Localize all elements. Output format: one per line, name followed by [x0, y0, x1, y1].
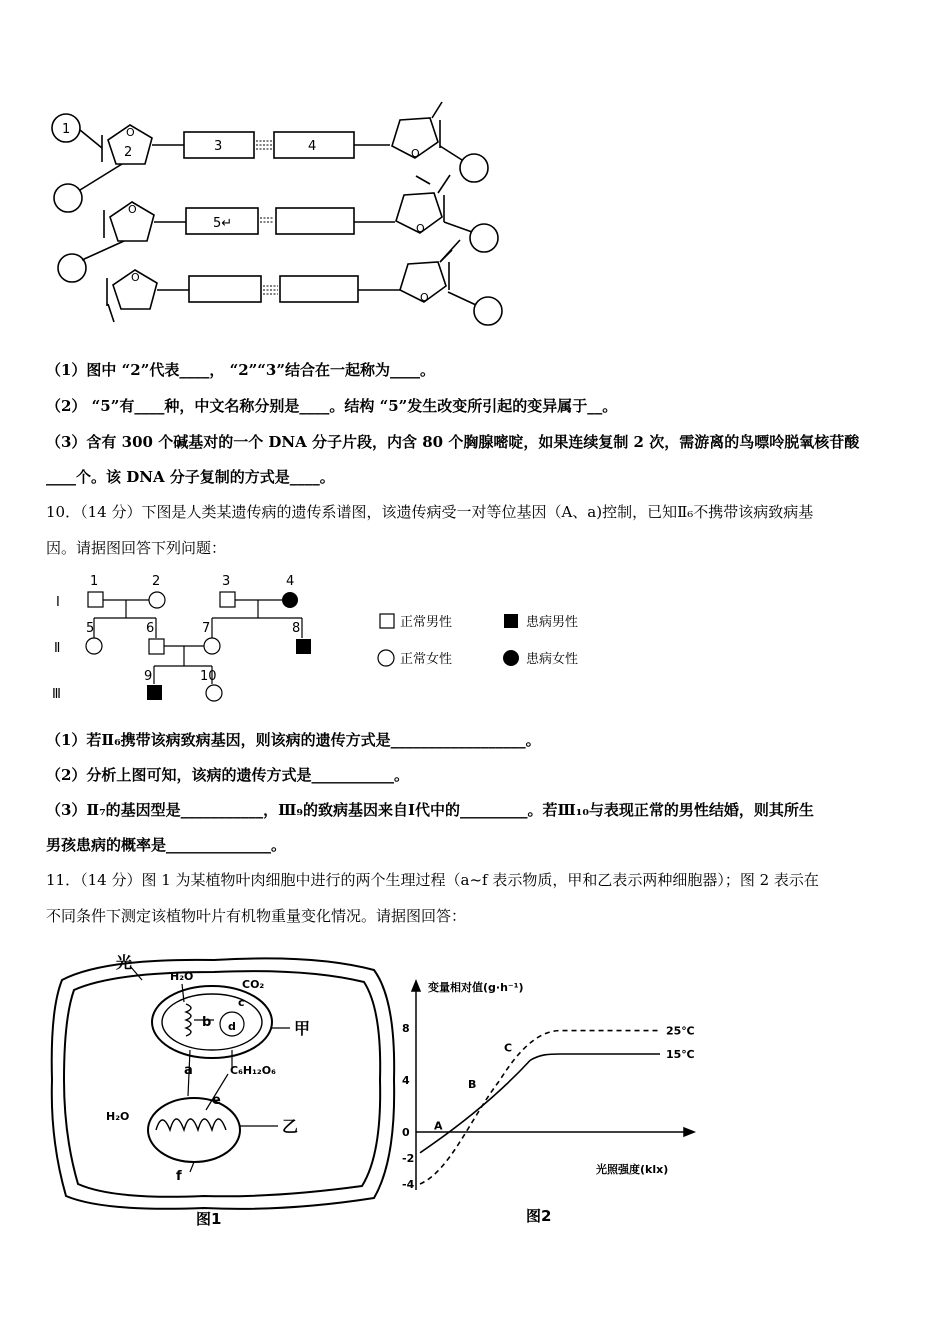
q9-part2: （2） “5”有____种，中文名称分别是____。结构 “5”发生改变所引起的变异属于__。	[46, 397, 618, 415]
y-tick-label: -4	[402, 1178, 415, 1191]
normal-female-II7	[204, 638, 220, 654]
q10-part3: （3）Ⅱ₇的基因型是___________，Ⅲ₉的致病基因来自Ⅰ代中的_________。若Ⅲ₁₀与表现正常的男性结婚，则其所生	[46, 801, 814, 819]
q10-intro-line2: 因。请据图回答下列问题：	[46, 539, 227, 557]
series-label: 15℃	[666, 1048, 695, 1061]
label-c: c	[238, 996, 245, 1009]
label-2: 2	[124, 145, 133, 160]
normal-male-I3	[220, 592, 235, 607]
individual-label: 9	[144, 669, 153, 684]
affected-male-III9	[147, 685, 162, 700]
cell-figure	[44, 940, 404, 1230]
y-tick-label: 8	[402, 1022, 410, 1035]
legend-affected-female-icon	[503, 650, 519, 666]
ring-oxygen: O	[128, 203, 137, 216]
individual-label: 5	[86, 621, 95, 636]
label-jia: 甲	[294, 1019, 311, 1038]
legend-affected-male: 患病男性	[526, 615, 579, 630]
ring-oxygen: O	[126, 126, 135, 139]
label-f: f	[176, 1169, 182, 1184]
point-label: A	[434, 1119, 443, 1133]
point-label: C	[504, 1041, 513, 1055]
normal-male-II6	[149, 639, 164, 654]
individual-label: 8	[292, 621, 301, 636]
q10-intro-line1: 10．（14 分）下图是人类某遗传病的遗传系谱图，该遗传病受一对等位基因（A、a)控制，已知Ⅱ₆不携带该病致病基	[46, 503, 814, 521]
q11-intro-line2: 不同条件下测定该植物叶片有机物重量变化情况。请据图回答：	[46, 907, 467, 925]
fig1-caption: 图1	[196, 1210, 222, 1228]
phosphate-circle	[460, 154, 488, 182]
affected-male-II8	[296, 639, 311, 654]
label-h2o-left: H₂O	[106, 1110, 130, 1123]
q9-part3-cont: ____个。该 DNA 分子复制的方式是____。	[46, 468, 335, 486]
photosynthesis-chart	[400, 975, 710, 1230]
phosphate-circle	[58, 254, 86, 282]
y-tick-label: 4	[402, 1074, 410, 1087]
dna-structure-figure	[40, 90, 520, 340]
q9-part3: （3）含有 300 个碱基对的一个 DNA 分子片段，内含 80 个胸腺嘧啶，如果连续复制 2 次，需游离的鸟嘌呤脱氧核苷酸	[46, 433, 860, 451]
generation-III: Ⅲ	[52, 687, 61, 702]
generation-II: Ⅱ	[54, 641, 61, 656]
fig2-caption: 图2	[526, 1207, 552, 1225]
label-3: 3	[214, 139, 223, 154]
y-axis-label: 变量相对值(g·h⁻¹)	[428, 981, 524, 994]
generation-I: Ⅰ	[56, 595, 60, 610]
individual-label: 1	[90, 574, 99, 589]
label-4: 4	[308, 139, 317, 154]
pedigree-chart	[44, 570, 604, 710]
legend-normal-male-icon	[380, 614, 394, 628]
normal-female-II5	[86, 638, 102, 654]
individual-label: 3	[222, 574, 231, 589]
individual-label: 4	[286, 574, 295, 589]
q9-part1: （1）图中 “2”代表____， “2”“3”结合在一起称为____。	[46, 361, 435, 379]
label-b: b	[202, 1015, 212, 1030]
q11-intro-line1: 11．（14 分）图 1 为某植物叶肉细胞中进行的两个生理过程（a~f 表示物质，甲和乙表示两种细胞器）；图 2 表示在	[46, 871, 819, 889]
ring-oxygen: O	[416, 222, 425, 235]
legend-normal-female-icon	[378, 650, 394, 666]
individual-label: 10	[200, 669, 217, 684]
legend-affected-female: 患病女性	[526, 652, 579, 667]
ring-oxygen: O	[131, 271, 140, 284]
label-glucose: C₆H₁₂O₆	[230, 1064, 276, 1077]
q10-part3-cont: 男孩患病的概率是______________。	[46, 836, 287, 854]
label-yi: 乙	[282, 1117, 299, 1136]
y-tick-label: 0	[402, 1126, 410, 1139]
chloroplast	[152, 986, 272, 1058]
point-label: B	[468, 1077, 477, 1091]
normal-male-I1	[88, 592, 103, 607]
legend-normal-female: 正常女性	[400, 652, 453, 667]
ring-oxygen: O	[411, 147, 420, 160]
x-axis-label: 光照强度(klx)	[596, 1163, 669, 1176]
label-a: a	[184, 1063, 193, 1078]
mitochondrion	[148, 1098, 240, 1162]
label-d: d	[228, 1020, 236, 1033]
individual-label: 6	[146, 621, 155, 636]
base-box	[276, 208, 354, 234]
normal-female-III10	[206, 685, 222, 701]
legend-affected-male-icon	[504, 614, 518, 628]
label-light: 光	[116, 953, 133, 972]
phosphate-circle	[470, 224, 498, 252]
individual-label: 2	[152, 574, 161, 589]
individual-label: 7	[202, 621, 211, 636]
label-co2: CO₂	[242, 978, 265, 991]
label-1: 1	[62, 122, 71, 137]
base-box	[189, 276, 261, 302]
legend-normal-male: 正常男性	[400, 615, 453, 630]
phosphate-circle	[474, 297, 502, 325]
q10-part2: （2）分析上图可知，该病的遗传方式是___________。	[46, 766, 409, 784]
series-15C-line	[420, 1054, 660, 1153]
label-5: 5↵	[213, 216, 233, 231]
affected-female-I4	[282, 592, 298, 608]
q10-part1: （1）若Ⅱ₆携带该病致病基因，则该病的遗传方式是__________________。	[46, 731, 541, 749]
label-h2o-top: H₂O	[170, 970, 194, 983]
base-box	[280, 276, 358, 302]
ring-oxygen: O	[420, 291, 429, 304]
series-label: 25℃	[666, 1024, 695, 1038]
normal-female-I2	[149, 592, 165, 608]
phosphate-circle	[54, 184, 82, 212]
label-e: e	[212, 1093, 221, 1108]
y-tick-label: -2	[402, 1152, 415, 1165]
